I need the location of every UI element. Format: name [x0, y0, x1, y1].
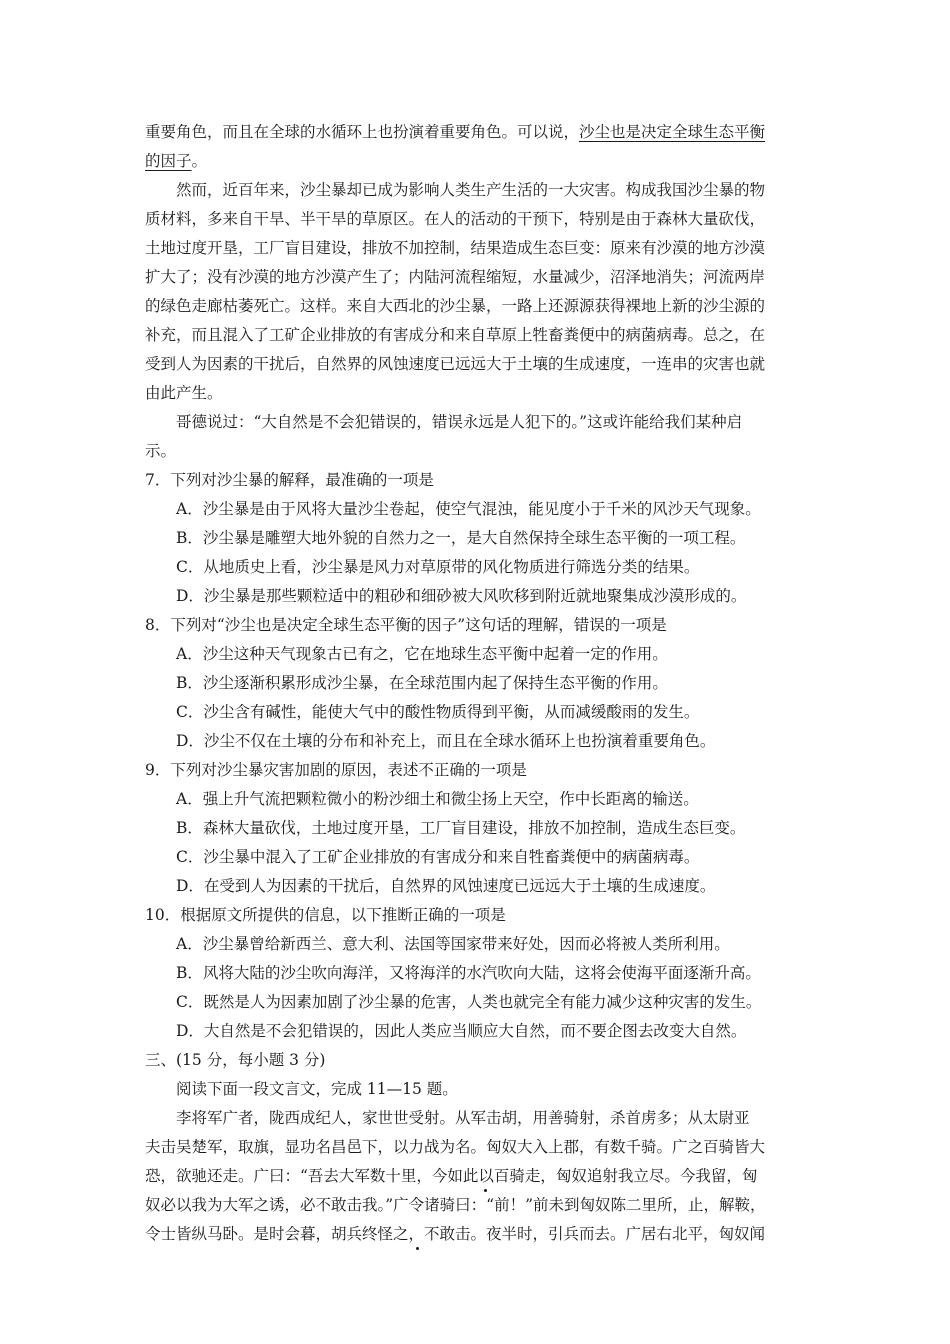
passage-line: [145, 151, 207, 171]
passage-text: 。: [191, 152, 208, 170]
question-option: D．在受到人为因素的干扰后，自然界的风蚀速度已远远大于土壤的生成速度。: [176, 877, 716, 895]
passage-line: 哥德说过：“大自然是不会犯错误的，错误永远是人犯下的。”这或许能给我们某种启: [176, 413, 743, 431]
question-stem: 9．下列对沙尘暴灾害加剧的原因，表述不正确的一项是: [145, 761, 527, 779]
question-stem: 7．下列对沙尘暴的解释，最准确的一项是: [145, 471, 434, 489]
passage-text: 重要角色，而且在全球的水循环上也扮演着重要角色。可以说，: [145, 123, 580, 141]
passage-line: 受到人为因素的干扰后，自然界的风蚀速度已远远大于土壤的生成速度，一连串的灾害也就: [145, 355, 766, 373]
question-stem: 8．下列对“沙尘也是决定全球生态平衡的因子”这句话的理解，错误的一项是: [145, 616, 667, 634]
passage-line: 的绿色走廊枯萎死亡。这样。来自大西北的沙尘暴，一路上还源源获得裸地上新的沙尘源的: [145, 297, 766, 315]
underlined-phrase: 沙尘也是决定全球生态平衡: [579, 123, 766, 141]
question-option: C．从地质史上看，沙尘暴是风力对草原带的风化物质进行筛选分类的结果。: [176, 558, 700, 576]
passage-line: 然而，近百年来，沙尘暴却已成为影响人类生产生活的一大灾害。构成我国沙尘暴的物: [176, 181, 766, 199]
question-option: C．沙尘暴中混入了工矿企业排放的有害成分和来自牲畜粪便中的病菌病毒。: [176, 848, 700, 866]
question-option: A．沙尘暴曾给新西兰、意大利、法国等国家带来好处，因而必将被人类所利用。: [176, 935, 730, 953]
section-heading: 三、(15 分，每小题 3 分): [145, 1051, 326, 1069]
passage-line: [145, 122, 765, 142]
question-option: B．森林大量砍伐，土地过度开垦，工厂盲目建设，排放不加控制，造成生态巨变。: [176, 819, 746, 837]
question-option: C．既然是人为因素加剧了沙尘暴的危害，人类也就完全有能力减少这种灾害的发生。: [176, 993, 762, 1011]
passage-line: 示。: [145, 442, 177, 460]
question-stem: 10．根据原文所提供的信息，以下推断正确的一项是: [145, 906, 506, 924]
question-option: B．沙尘逐渐积累形成沙尘暴，在全球范围内起了保持生态平衡的作用。: [176, 674, 668, 692]
section-instruction: 阅读下面一段文言文，完成 11—15 题。: [176, 1080, 458, 1098]
underlined-phrase: 的因子: [145, 152, 192, 170]
classical-text-line: 夫击吴楚军，取旗，显功名昌邑下，以力战为名。匈奴大入上郡，有数千骑。广之百骑皆大: [145, 1138, 766, 1156]
passage-line: 由此产生。: [145, 384, 223, 402]
classical-text-line: 令士皆纵马卧。是时会暮，胡兵终怪之，不敢击。夜半时，引兵而去。广居右北平，匈奴闻: [145, 1225, 766, 1243]
passage-line: 土地过度开垦，工厂盲目建设，排放不加控制，结果造成生态巨变：原来有沙漠的地方沙漠: [145, 239, 766, 257]
passage-line: 扩大了；没有沙漠的地方沙漠产生了；内陆河流程缩短，水量减少，沼泽地消失；河流两岸: [145, 268, 766, 286]
question-option: C．沙尘含有碱性，能使大气中的酸性物质得到平衡，从而减缓酸雨的发生。: [176, 703, 700, 721]
question-option: A．强上升气流把颗粒微小的粉沙细土和微尘扬上天空，作中长距离的输送。: [176, 790, 699, 808]
question-option: D．沙尘不仅在土壤的分布和补充上，而且在全球水循环上也扮演着重要角色。: [176, 732, 716, 750]
emphasis-dot: [416, 1247, 419, 1250]
question-option: D．大自然是不会犯错误的，因此人类应当顺应大自然，而不要企图去改变大自然。: [176, 1022, 747, 1040]
question-option: A．沙尘这种天气现象古已有之，它在地球生态平衡中起着一定的作用。: [176, 645, 668, 663]
question-option: B．沙尘暴是雕塑大地外貌的自然力之一，是大自然保持全球生态平衡的一项工程。: [176, 529, 746, 547]
emphasis-dot: [484, 1189, 487, 1192]
passage-line: 质材料，多来自干旱、半干旱的草原区。在人的活动的干预下，特别是由于森林大量砍伐，: [145, 210, 766, 228]
question-option: A．沙尘暴是由于风将大量沙尘卷起，使空气混浊，能见度小于千米的风沙天气现象。: [176, 500, 761, 518]
classical-text-line: 恐，欲驰还走。广曰：“吾去大军数十里，今如此以百骑走，匈奴追射我立尽。今我留，匈: [145, 1167, 758, 1185]
question-option: D．沙尘暴是那些颗粒适中的粗砂和细砂被大风吹移到附近就地聚集成沙漠形成的。: [176, 587, 747, 605]
classical-text-line: 李将军广者，陇西成纪人，家世世受射。从军击胡，用善骑射，杀首虏多；从太尉亚: [176, 1109, 750, 1127]
question-option: B．风将大陆的沙尘吹向海洋，又将海洋的水汽吹向大陆，这将会使海平面逐渐升高。: [176, 964, 761, 982]
classical-text-line: 奴必以我为大军之诱，必不敢击我。”广令诸骑曰：“前！”前未到匈奴陈二里所，止，解鞍，: [145, 1196, 766, 1214]
passage-line: 补充，而且混入了工矿企业排放的有害成分和来自草原上牲畜粪便中的病菌病毒。总之，在: [145, 326, 766, 344]
